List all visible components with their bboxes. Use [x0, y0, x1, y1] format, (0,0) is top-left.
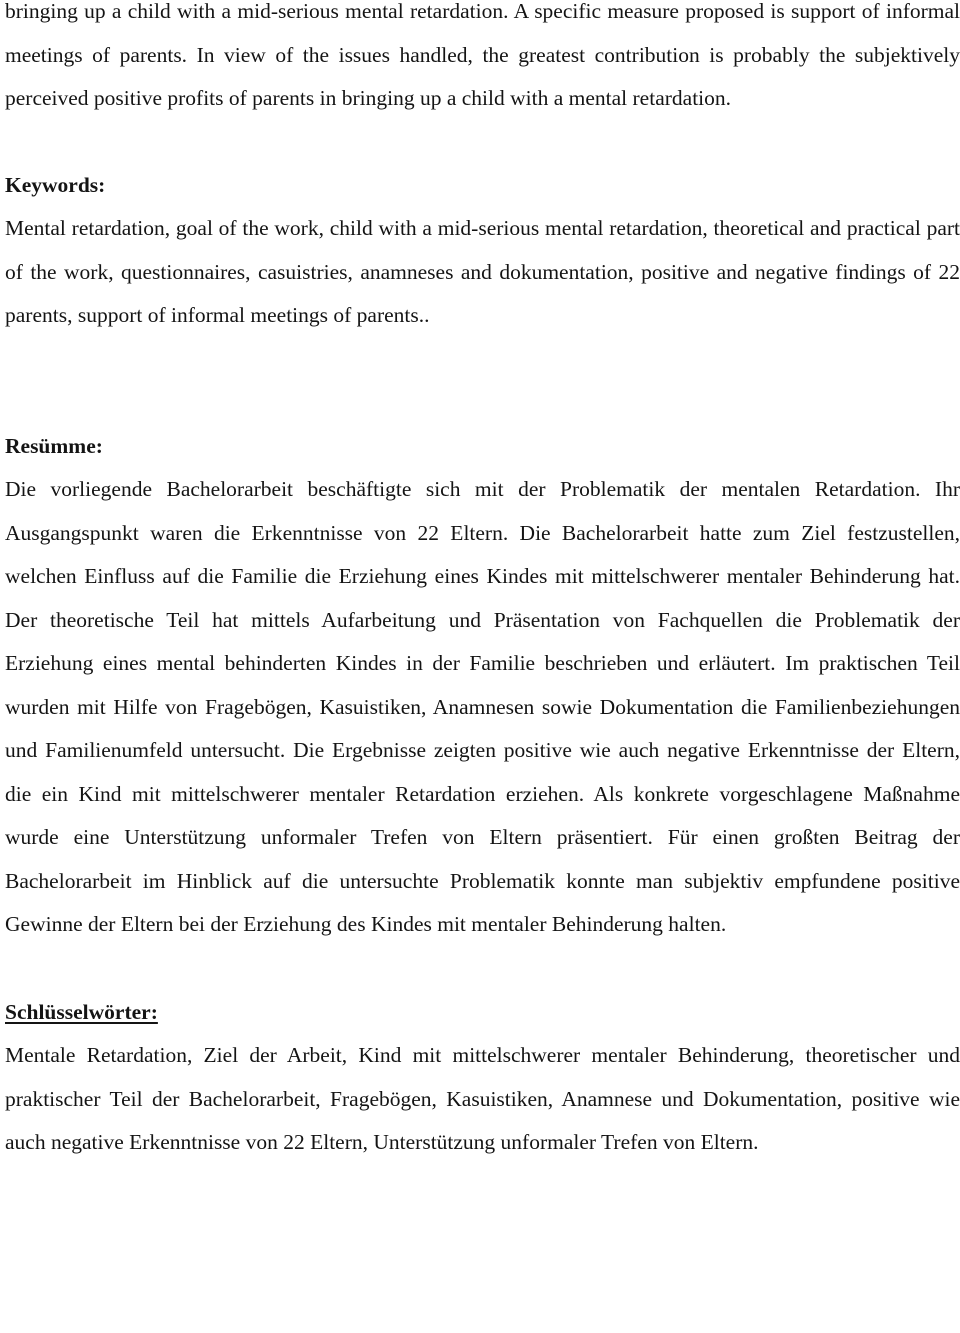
document-page [5, 0, 960, 1165]
keywords-heading: Keywords: [5, 172, 106, 197]
keywords-paragraph: Mental retardation, goal of the work, child with a mid-serious mental retardation, theoretical and practical part of the work, questionnaires, casuistries, anamneses and dokumentation, positive and negative findings of 22 parents, support of informal meetings of parents.. [5, 216, 960, 327]
abstract-paragraph: bringing up a child with a mid-serious mental retardation. A specific measure proposed is support of informal meetings of parents. In view of the issues handled, the greatest contribution is probably the subjektively perceived positive profits of parents in bringing up a child with a mental retardation. [5, 0, 960, 110]
resume-paragraph: Die vorliegende Bachelorarbeit beschäftigte sich mit der Problematik der mentalen Retardation. Ihr Ausgangspunkt waren die Erkenntnisse von 22 Eltern. Die Bachelorarbeit hatte zum Ziel festzustellen, welchen Einfluss auf die Familie die Erziehung eines Kindes mit mittelschwerer mentaler Behinderung hat. Der theoretische Teil hat mittels Aufarbeitung und Präsentation von Fachquellen die Problematik der Erziehung eines mental behinderten Kindes in der Familie beschrieben und erläutert. Im praktischen Teil wurden mit Hilfe von Fragebögen, Kasuistiken, Anamnesen sowie Dokumentation die Familienbeziehungen und Familienumfeld untersucht. Die Ergebnisse zeigten positive wie auch negative Erkenntnisse der Eltern, die ein Kind mit mittelschwerer mentaler Retardation erziehen. Als konkrete vorgeschlagene Maßnahme wurde eine Unterstützung unformaler Trefen von Eltern präsentiert. Für einen großten Beitrag der Bachelorarbeit im Hinblick auf die untersuchte Problematik konnte man subjektiv empfundene positive Gewinne der Eltern bei der Erziehung des Kindes mit mentaler Behinderung halten. [5, 477, 960, 936]
schluesselwoerter-heading: Schlüsselwörter: [5, 999, 158, 1024]
schluesselwoerter-paragraph: Mentale Retardation, Ziel der Arbeit, Kind mit mittelschwerer mentaler Behinderung, theoretischer und praktischer Teil der Bachelorarbeit, Fragebögen, Kasuistiken, Anamnese und Dokumentation, positive wie auch negative Erkenntnisse von 22 Eltern, Unterstützung unformaler Trefen von Eltern. [5, 1043, 960, 1154]
resume-heading: Resümme: [5, 433, 103, 458]
